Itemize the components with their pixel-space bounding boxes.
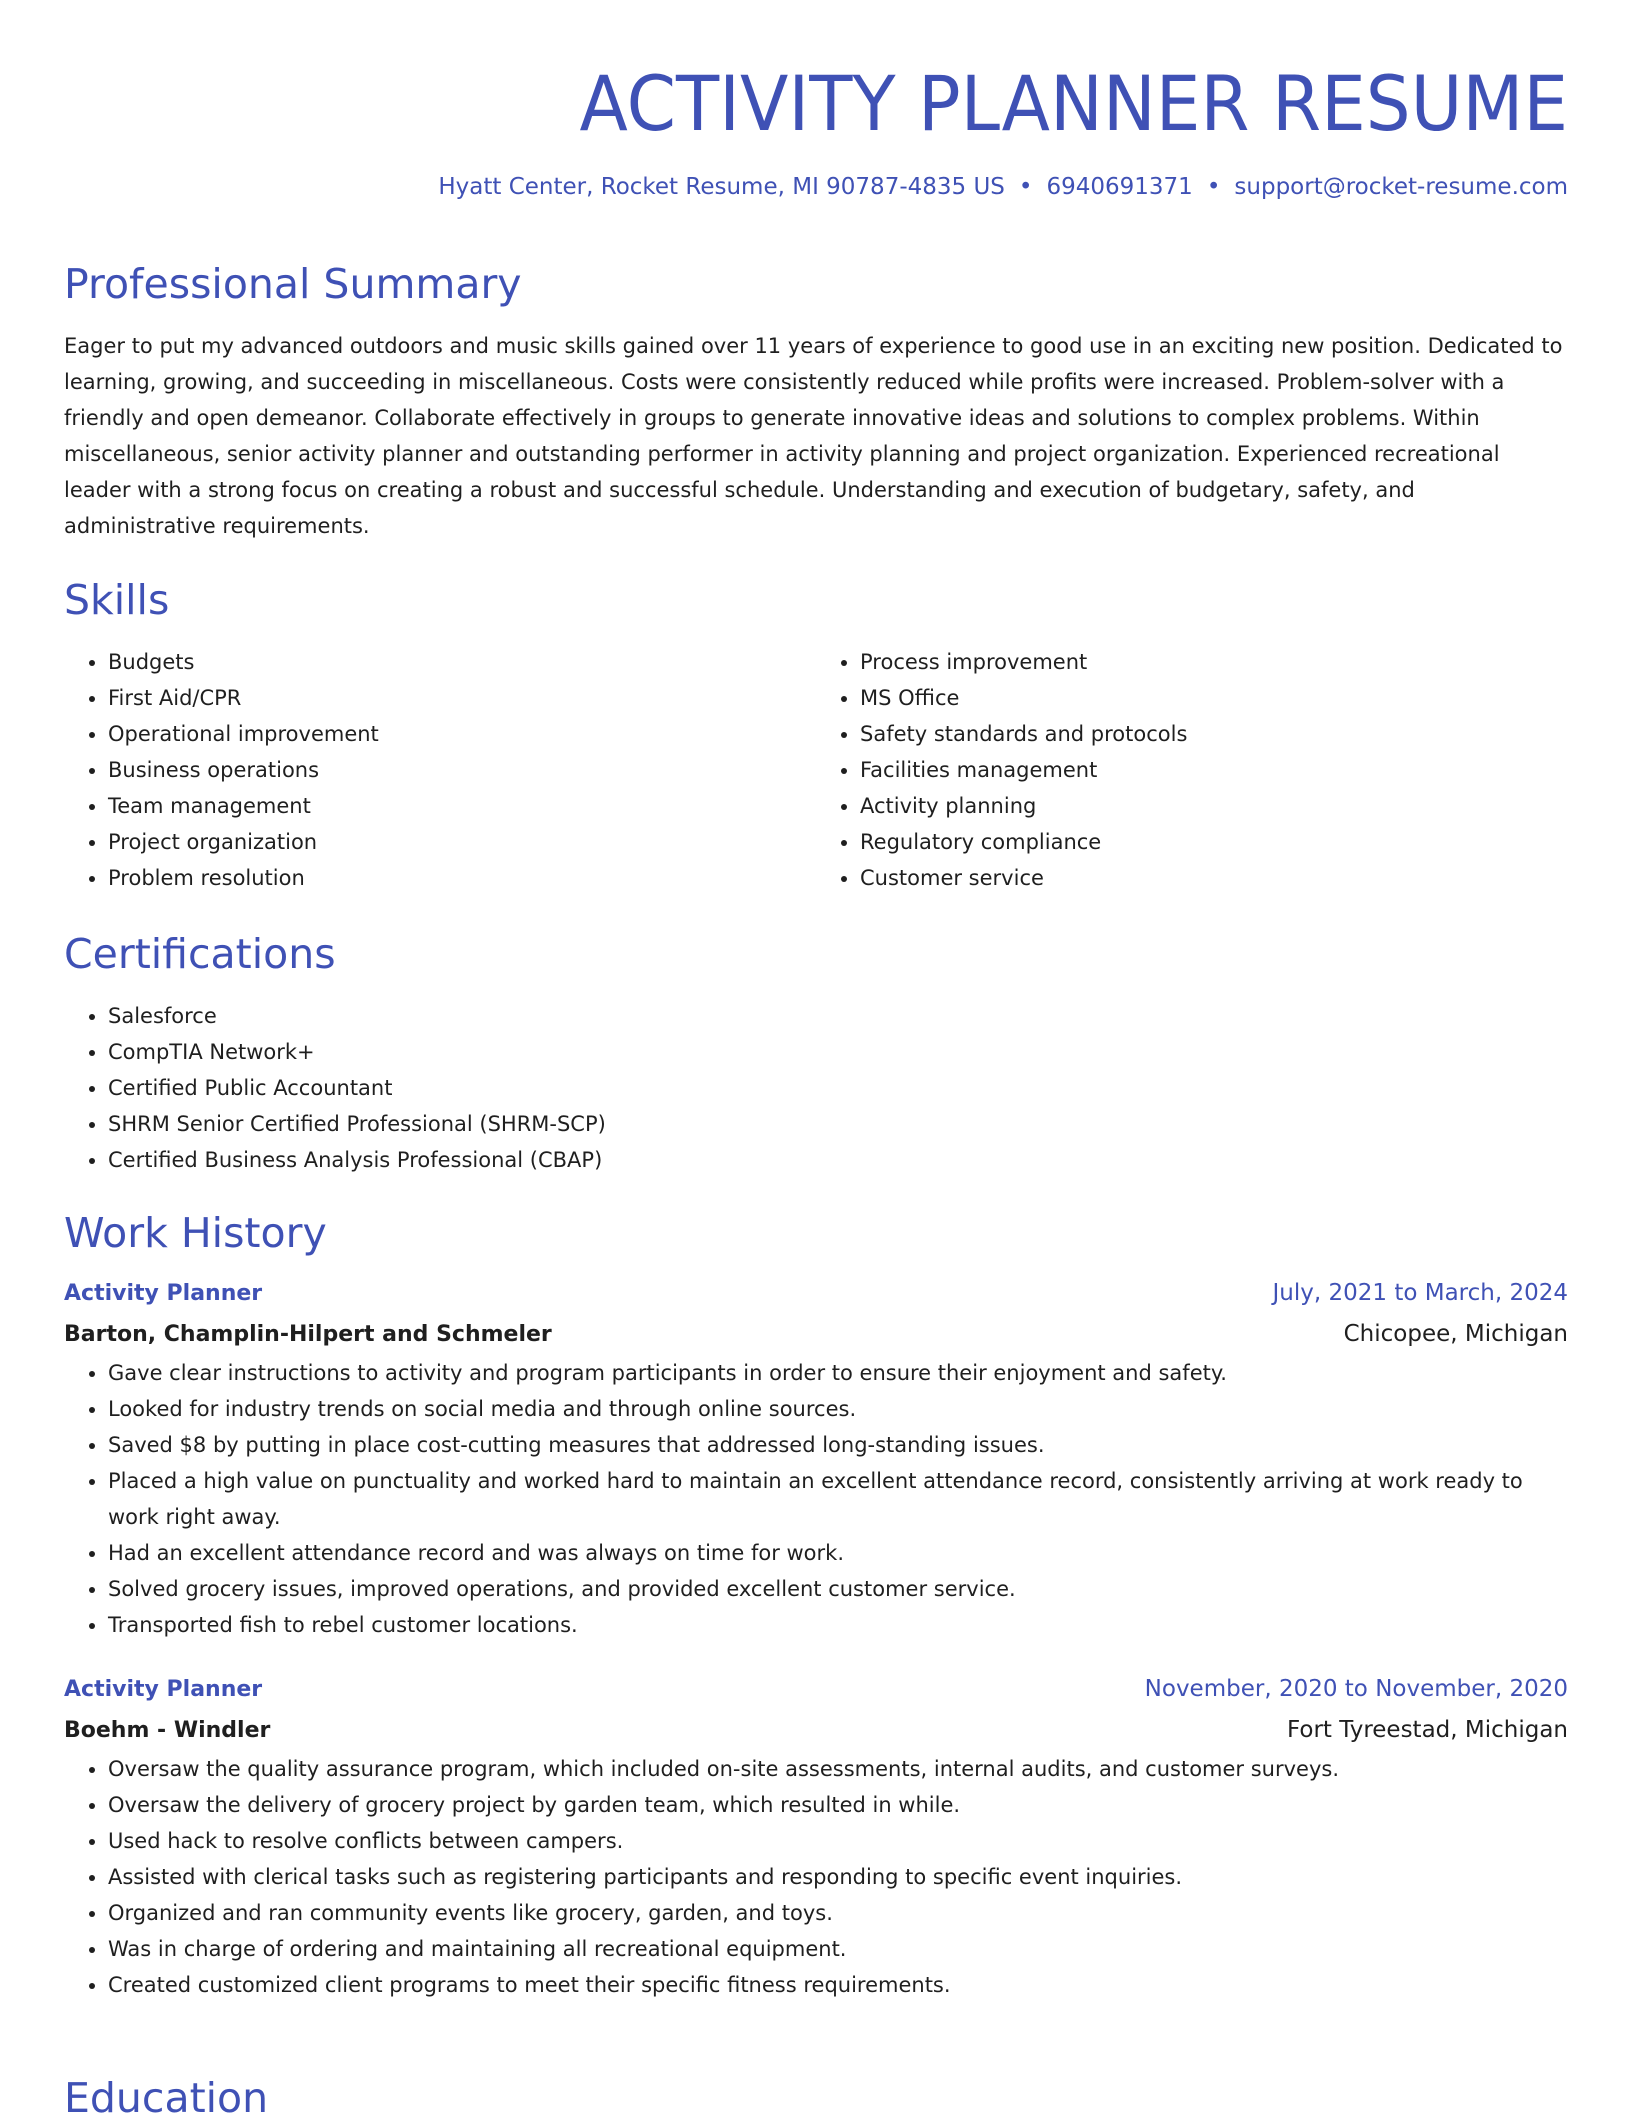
list-item: • Regulatory compliance	[860, 824, 1568, 860]
skills-section	[64, 574, 1568, 896]
summary-text: Eager to put my advanced outdoors and music skills gained over 11 years of experience to good use in an exciting new position. Dedicated to learning, growing, and succeeding in miscellaneous. Costs were consistently reduced while profits were increased. Problem-solver with a friendly and open demeanor. Collaborate effectively in groups to generate innovative ideas and solutions to complex problems. Within miscellaneous, senior activity planner and outstanding performer in activity planning and project organization. Experienced recreational leader with a strong focus on creating a robust and successful schedule. Understanding and execution of budgetary, safety, and administrative requirements.	[64, 334, 1563, 538]
skills-list-right	[816, 644, 1568, 896]
contact-separator: •	[1018, 174, 1033, 200]
job-bullets	[64, 1751, 1568, 2003]
contact-email: support@rocket-resume.com	[1234, 174, 1568, 200]
work-section	[64, 1207, 1568, 2003]
education-heading: Education	[64, 2074, 269, 2122]
skills-list-left	[64, 644, 816, 896]
list-item: • Assisted with clerical tasks such as registering participants and responding to specific event inquiries.	[108, 1859, 1568, 1895]
job-company: Boehm - Windler	[64, 1718, 271, 1743]
list-item: • Business operations	[108, 752, 816, 788]
list-item: • Activity planning	[860, 788, 1568, 824]
list-item: • Created customized client programs to meet their specific fitness requirements.	[108, 1967, 1568, 2003]
list-item: • Gave clear instructions to activity and program participants in order to ensure their enjoyment and safety.	[108, 1355, 1568, 1391]
job-title: Activity Planner	[64, 1677, 263, 1702]
certifications-heading: Certifications	[64, 930, 336, 978]
list-item: • Certified Business Analysis Professional (CBAP)	[108, 1142, 1568, 1178]
contact-line	[64, 172, 1568, 202]
list-item: • Transported fish to rebel customer locations.	[108, 1607, 1568, 1643]
list-item: • First Aid/CPR	[108, 680, 816, 716]
list-item: • Oversaw the quality assurance program, which included on-site assessments, internal audits, and customer surveys.	[108, 1751, 1568, 1787]
contact-address: Hyatt Center, Rocket Resume, MI 90787-4835 US	[438, 174, 1005, 200]
summary-heading: Professional Summary	[64, 260, 522, 308]
list-item: • Customer service	[860, 860, 1568, 896]
list-item: • Was in charge of ordering and maintaining all recreational equipment.	[108, 1931, 1568, 1967]
list-item: • Used hack to resolve conflicts between campers.	[108, 1823, 1568, 1859]
job-bullets	[64, 1355, 1568, 1643]
contact-phone: 6940691371	[1046, 174, 1193, 200]
job-entry	[64, 1669, 1568, 2003]
job-entry	[64, 1273, 1568, 1643]
skills-heading: Skills	[64, 576, 170, 624]
job-company: Barton, Champlin-Hilpert and Schmeler	[64, 1322, 552, 1347]
resume-title: ACTIVITY PLANNER RESUME	[579, 59, 1568, 148]
work-heading: Work History	[64, 1209, 327, 1257]
list-item: • Organized and ran community events like grocery, garden, and toys.	[108, 1895, 1568, 1931]
list-item: • Salesforce	[108, 998, 1568, 1034]
job-title: Activity Planner	[64, 1281, 263, 1306]
list-item: • Saved $8 by putting in place cost-cutting measures that addressed long-standing issues.	[108, 1427, 1568, 1463]
list-item: • Problem resolution	[108, 860, 816, 896]
resume-page	[64, 0, 1568, 2122]
job-dates: July, 2021 to March, 2024	[1272, 1280, 1568, 1306]
job-location: Fort Tyreestad, Michigan	[1286, 1717, 1568, 1743]
list-item: • MS Office	[860, 680, 1568, 716]
list-item: • SHRM Senior Certified Professional (SHRM-SCP)	[108, 1106, 1568, 1142]
list-item: • Operational improvement	[108, 716, 816, 752]
list-item: • Project organization	[108, 824, 816, 860]
job-location: Chicopee, Michigan	[1343, 1321, 1568, 1347]
list-item: • Team management	[108, 788, 816, 824]
list-item: • Looked for industry trends on social media and through online sources.	[108, 1391, 1568, 1427]
contact-separator: •	[1206, 174, 1221, 200]
list-item: • Had an excellent attendance record and was always on time for work.	[108, 1535, 1568, 1571]
list-item: • Placed a high value on punctuality and worked hard to maintain an excellent attendance record, consistently arriving at work ready to work right away.	[108, 1463, 1568, 1535]
job-dates: November, 2020 to November, 2020	[1144, 1676, 1568, 1702]
list-item: • Solved grocery issues, improved operations, and provided excellent customer service.	[108, 1571, 1568, 1607]
list-item: • Oversaw the delivery of grocery project by garden team, which resulted in while.	[108, 1787, 1568, 1823]
certifications-section	[64, 928, 1568, 1178]
list-item: • CompTIA Network+	[108, 1034, 1568, 1070]
list-item: • Safety standards and protocols	[860, 716, 1568, 752]
list-item: • Process improvement	[860, 644, 1568, 680]
list-item: • Certified Public Accountant	[108, 1070, 1568, 1106]
list-item: • Facilities management	[860, 752, 1568, 788]
summary-section	[64, 258, 1568, 544]
certifications-list	[64, 998, 1568, 1178]
education-section	[64, 2072, 1568, 2124]
list-item: • Budgets	[108, 644, 816, 680]
